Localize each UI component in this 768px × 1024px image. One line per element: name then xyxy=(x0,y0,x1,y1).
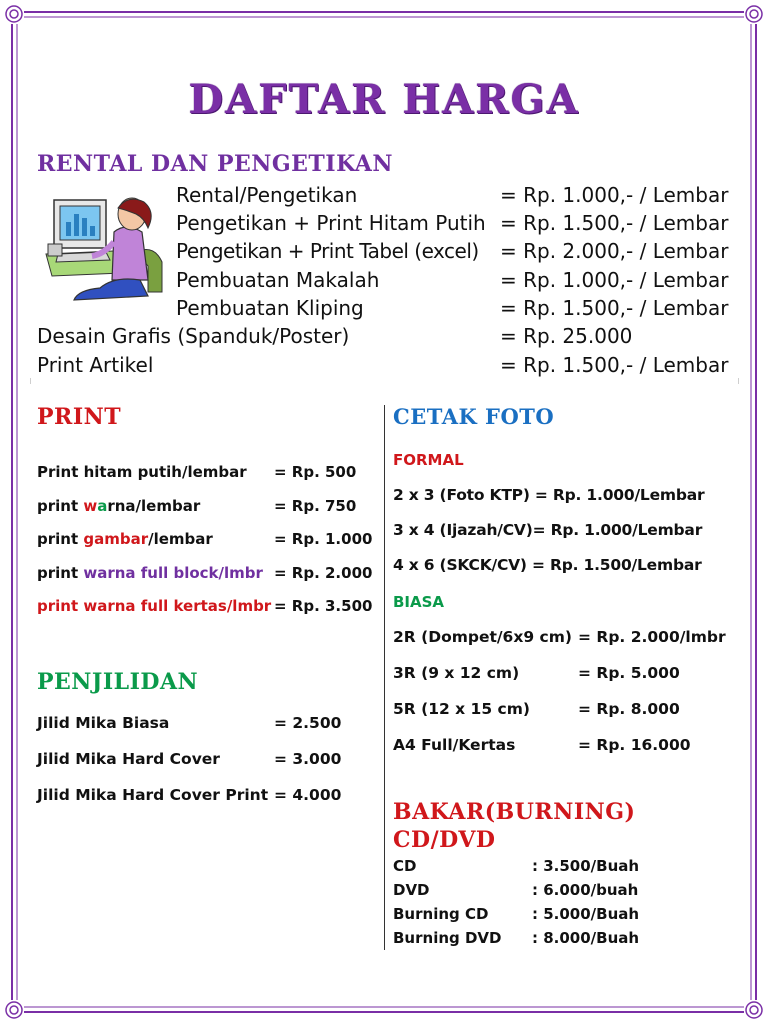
print-item-label: print gambar/lembar xyxy=(37,530,213,548)
rental-item-price: = Rp. 1.500,- / Lembar xyxy=(500,296,729,320)
bakar-item-price: : 6.000/buah xyxy=(532,881,639,899)
rental-item-label: Desain Grafis (Spanduk/Poster) xyxy=(37,324,350,348)
print-item-price: = Rp. 500 xyxy=(274,463,357,481)
print-item-price: = Rp. 3.500 xyxy=(274,597,373,615)
penjilidan-item-price: = 4.000 xyxy=(274,786,342,804)
bakar-heading-line1: BAKAR(BURNING) xyxy=(393,799,636,825)
formal-item: 4 x 6 (SKCK/CV) = Rp. 1.500/Lembar xyxy=(393,556,702,574)
rental-item-price: = Rp. 25.000 xyxy=(500,324,633,348)
bakar-item-label: Burning CD xyxy=(393,905,489,923)
column-divider xyxy=(384,405,385,950)
penjilidan-item-label: Jilid Mika Hard Cover Print xyxy=(37,786,269,804)
biasa-item-label: 2R (Dompet/6x9 cm) xyxy=(393,628,572,646)
biasa-item-label: 3R (9 x 12 cm) xyxy=(393,664,520,682)
biasa-item-label: A4 Full/Kertas xyxy=(393,736,516,754)
bakar-item-label: CD xyxy=(393,857,417,875)
cetak-foto-heading: CETAK FOTO xyxy=(393,404,555,429)
bakar-item-price: : 8.000/Buah xyxy=(532,929,640,947)
bakar-item-label: DVD xyxy=(393,881,430,899)
rental-item-label: Pengetikan + Print Hitam Putih xyxy=(176,211,486,235)
penjilidan-item-price: = 2.500 xyxy=(274,714,342,732)
rental-item-price: = Rp. 1.500,- / Lembar xyxy=(500,211,729,235)
rental-heading: RENTAL DAN PENGETIKAN xyxy=(37,151,393,177)
rental-item-price: = Rp. 2.000,- / Lembar xyxy=(500,239,729,263)
print-item-label: print warna/lembar xyxy=(37,497,201,515)
rental-item-label: Pembuatan Makalah xyxy=(176,268,380,292)
bakar-item-price: : 5.000/Buah xyxy=(532,905,640,923)
rental-item-label: Rental/Pengetikan xyxy=(176,183,358,207)
formal-item: 3 x 4 (Ijazah/CV)= Rp. 1.000/Lembar xyxy=(393,521,703,539)
rental-item-price: = Rp. 1.500,- / Lembar xyxy=(500,353,729,377)
penjilidan-item-price: = 3.000 xyxy=(274,750,342,768)
formal-label: FORMAL xyxy=(393,451,464,469)
bakar-item-price: : 3.500/Buah xyxy=(532,857,640,875)
biasa-item-price: = Rp. 8.000 xyxy=(578,700,680,718)
print-item-price: = Rp. 1.000 xyxy=(274,530,373,548)
rental-item-label: Pengetikan + Print Tabel (excel) xyxy=(176,239,479,263)
computer-user-illustration xyxy=(44,192,166,308)
formal-item: 2 x 3 (Foto KTP) = Rp. 1.000/Lembar xyxy=(393,486,705,504)
rental-item-price: = Rp. 1.000,- / Lembar xyxy=(500,183,729,207)
print-item-label: print warna full block/lmbr xyxy=(37,564,263,582)
print-item-label: Print hitam putih/lembar xyxy=(37,463,247,481)
biasa-item-price: = Rp. 16.000 xyxy=(578,736,691,754)
biasa-item-price: = Rp. 5.000 xyxy=(578,664,680,682)
bakar-item-label: Burning DVD xyxy=(393,929,502,947)
biasa-item-price: = Rp. 2.000/lmbr xyxy=(578,628,726,646)
biasa-label: BIASA xyxy=(393,593,445,611)
rental-item-label: Print Artikel xyxy=(37,353,154,377)
print-item-price: = Rp. 2.000 xyxy=(274,564,373,582)
penjilidan-item-label: Jilid Mika Hard Cover xyxy=(37,750,220,768)
bakar-heading xyxy=(393,798,635,854)
rental-item-price: = Rp. 1.000,- / Lembar xyxy=(500,268,729,292)
penjilidan-heading: PENJILIDAN xyxy=(37,669,199,695)
print-heading: PRINT xyxy=(37,404,122,430)
print-item-label: print warna full kertas/lmbr xyxy=(37,597,272,615)
bakar-heading-line2: CD/DVD xyxy=(393,827,496,853)
rental-item-label: Pembuatan Kliping xyxy=(176,296,364,320)
biasa-item-label: 5R (12 x 15 cm) xyxy=(393,700,530,718)
page-title: DAFTAR HARGA xyxy=(188,76,580,123)
print-item-price: = Rp. 750 xyxy=(274,497,357,515)
penjilidan-item-label: Jilid Mika Biasa xyxy=(37,714,170,732)
